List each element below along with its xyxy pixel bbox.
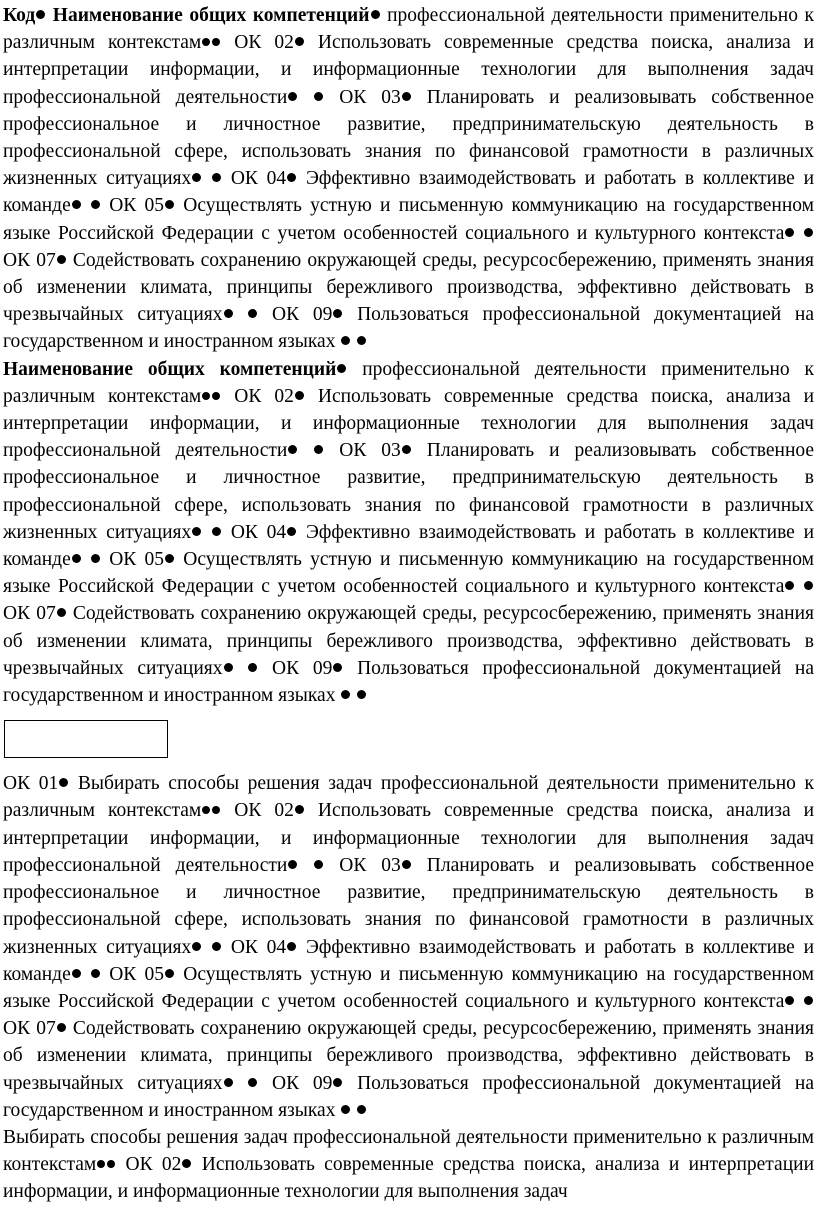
bullet-icon	[202, 38, 210, 46]
bullet-icon	[402, 445, 411, 454]
ok09-text: Пользоваться профессиональной документацией на государственном и иностранном языках	[3, 1072, 814, 1121]
bullet-icon	[341, 690, 350, 699]
bullet-icon	[212, 942, 221, 951]
bullet-icon	[785, 581, 794, 590]
competency-block-2	[3, 356, 814, 710]
ok09-code: ОК 09	[272, 657, 333, 679]
bullet-icon	[192, 527, 201, 536]
ok04-text: Эффективно взаимодействовать и работать в коллективе и команде	[3, 168, 815, 217]
ok04-code: ОК 04	[230, 521, 287, 543]
bullet-icon	[212, 392, 220, 400]
bullet-icon	[212, 173, 221, 182]
bullet-icon	[804, 996, 813, 1005]
bullet-icon	[333, 1078, 342, 1087]
ok07-text: Содействовать сохранению окружающей среды, ресурсосбережению, применять знания об изменении климата, принципы бережливого производства, эффективно действовать в чрезвычайных ситуациях	[3, 603, 815, 679]
bullet-icon	[107, 1160, 115, 1168]
ok02-text: Использовать современные средства поиска, анализа и интерпретации информации, и информационные технологии для выполнения задач профессиональной деятельности	[3, 800, 815, 876]
competency-block-1	[3, 2, 814, 356]
bullet-icon	[804, 581, 813, 590]
bullet-icon	[91, 200, 100, 209]
ok03-code: ОК 03	[339, 86, 401, 108]
ok05-text: Осуществлять устную и письменную коммуникацию на государственном языке Российской Федерации с учетом особенностей социального и культурного контекста	[3, 195, 815, 244]
bullet-icon	[72, 969, 81, 978]
ok01-text: Выбирать способы решения задач профессиональной деятельности применительно к различным контекстам	[3, 773, 815, 822]
ok07-text: Содействовать сохранению окружающей среды, ресурсосбережению, применять знания об изменении климата, принципы бережливого производства, эффективно действовать в чрезвычайных ситуациях	[3, 249, 815, 326]
bullet-icon	[314, 860, 323, 869]
bullet-icon	[212, 38, 220, 46]
ok02-text: Использовать современные средства поиска, анализа и интерпретации информации, и информационные технологии для выполнения задач	[3, 1154, 815, 1203]
ok07-text: Содействовать сохранению окружающей среды, ресурсосбережению, применять знания об изменении климата, принципы бережливого производства, эффективно действовать в чрезвычайных ситуациях	[3, 1018, 815, 1094]
bullet-icon	[357, 336, 366, 345]
bullet-icon	[357, 1105, 366, 1114]
bullet-icon	[192, 942, 201, 951]
bullet-icon	[295, 805, 304, 814]
ok01-text: профессиональной деятельности применительно к различным контекстам	[3, 358, 815, 407]
ok04-code: ОК 04	[230, 936, 287, 958]
ok09-text: Пользоваться профессиональной документацией на государственном и иностранном языках	[3, 657, 814, 707]
ok02-code: ОК 02	[234, 32, 294, 54]
bullet-icon	[192, 173, 201, 182]
ok03-text: Планировать и реализовывать собственное профессиональное и личностное развитие, предпринимательскую деятельность в профессиональной сфере, использовать знания по финансовой грамотности в различных жизненных ситуациях	[3, 854, 815, 958]
ok05-text: Осуществлять устную и письменную коммуникацию на государственном языке Российской Федерации с учетом особенностей социального и культурного контекста	[3, 549, 815, 598]
competency-block-3	[3, 770, 814, 1124]
bullet-icon	[804, 228, 813, 237]
bullet-icon	[91, 969, 100, 978]
bullet-icon	[287, 527, 296, 536]
bullet-icon	[202, 392, 210, 400]
competency-block-4	[3, 1124, 814, 1206]
bullet-icon	[91, 554, 100, 563]
ok07-code: ОК 07	[3, 249, 56, 271]
bullet-icon	[36, 10, 45, 19]
bullet-icon	[165, 200, 174, 209]
bullet-icon	[182, 1159, 191, 1168]
bullet-icon	[57, 608, 66, 617]
bullet-icon	[287, 942, 296, 951]
bullet-icon	[248, 309, 257, 318]
bullet-icon	[202, 806, 210, 814]
ok07-code: ОК 07	[3, 603, 56, 625]
bullet-icon	[57, 1023, 66, 1032]
bullet-icon	[248, 663, 257, 672]
ok01-text: Выбирать способы решения задач профессиональной деятельности применительно к различным контекстам	[3, 1126, 814, 1176]
bullet-icon	[333, 663, 342, 672]
bullet-icon	[341, 336, 350, 345]
bullet-icon	[288, 445, 297, 454]
bullet-icon	[295, 37, 304, 46]
bullet-icon	[212, 806, 220, 814]
bullet-icon	[357, 690, 366, 699]
empty-table-cell	[4, 720, 168, 758]
ok01-text: профессиональной деятельности применительно к различным контекстам	[3, 5, 815, 54]
bullet-icon	[165, 969, 174, 978]
bullet-icon	[224, 663, 233, 672]
ok07-code: ОК 07	[3, 1018, 56, 1040]
ok05-code: ОК 05	[109, 963, 165, 985]
bullet-icon	[59, 778, 68, 787]
bullet-icon	[314, 92, 323, 101]
bullet-icon	[402, 92, 411, 101]
ok03-code: ОК 03	[339, 440, 401, 462]
bullet-icon	[287, 173, 296, 182]
bullet-icon	[212, 527, 221, 536]
ok02-code: ОК 02	[125, 1154, 182, 1176]
ok04-text: Эффективно взаимодействовать и работать в коллективе и команде	[3, 521, 815, 571]
ok02-text: Использовать современные средства поиска, анализа и интерпретации информации, и информационные технологии для выполнения задач профессиональной деятельности	[3, 385, 815, 462]
ok05-text: Осуществлять устную и письменную коммуникацию на государственном языке Российской Федерации с учетом особенностей социального и культурного контекста	[3, 963, 815, 1012]
bullet-icon	[97, 1160, 105, 1168]
ok04-code: ОК 04	[230, 168, 287, 190]
ok03-text: Планировать и реализовывать собственное профессиональное и личностное развитие, предпринимательскую деятельность в профессиональной сфере, использовать знания по финансовой грамотности в различных жизненных ситуациях	[3, 440, 815, 543]
ok09-text: Пользоваться профессиональной документацией на государственном и иностранном языках	[3, 304, 814, 353]
bullet-icon	[314, 445, 323, 454]
bullet-icon	[295, 391, 304, 400]
ok01-code: ОК 01	[3, 773, 59, 795]
bullet-icon	[333, 309, 342, 318]
competencies-heading: Наименование общих компетенций	[3, 358, 337, 380]
bullet-icon	[72, 200, 81, 209]
bullet-icon	[224, 1078, 233, 1087]
ok02-code: ОК 02	[234, 385, 294, 407]
bullet-icon	[72, 554, 81, 563]
ok03-text: Планировать и реализовывать собственное профессиональное и личностное развитие, предпринимательскую деятельность в профессиональной сфере, использовать знания по финансовой грамотности в различных жизненных ситуациях	[3, 86, 815, 190]
bullet-icon	[57, 255, 66, 264]
ok05-code: ОК 05	[109, 549, 165, 571]
bullet-icon	[288, 92, 297, 101]
ok05-code: ОК 05	[109, 195, 165, 217]
bullet-icon	[288, 860, 297, 869]
bullet-icon	[341, 1105, 350, 1114]
ok02-text: Использовать современные средства поиска, анализа и интерпретации информации, и информационные технологии для выполнения задач профессиональной деятельности	[3, 32, 815, 108]
ok09-code: ОК 09	[272, 1072, 333, 1094]
bullet-icon	[785, 996, 794, 1005]
bullet-icon	[402, 860, 411, 869]
bullet-icon	[248, 1078, 257, 1087]
bullet-icon	[224, 309, 233, 318]
ok04-text: Эффективно взаимодействовать и работать в коллективе и команде	[3, 936, 815, 985]
ok03-code: ОК 03	[339, 854, 401, 876]
ok09-code: ОК 09	[272, 304, 333, 326]
bullet-icon	[165, 554, 174, 563]
bullet-icon	[337, 364, 346, 373]
competencies-heading: Наименование общих компетенций	[52, 5, 370, 26]
bullet-icon	[371, 10, 380, 19]
code-label: Код	[3, 5, 36, 26]
ok02-code: ОК 02	[234, 800, 294, 822]
bullet-icon	[785, 228, 794, 237]
